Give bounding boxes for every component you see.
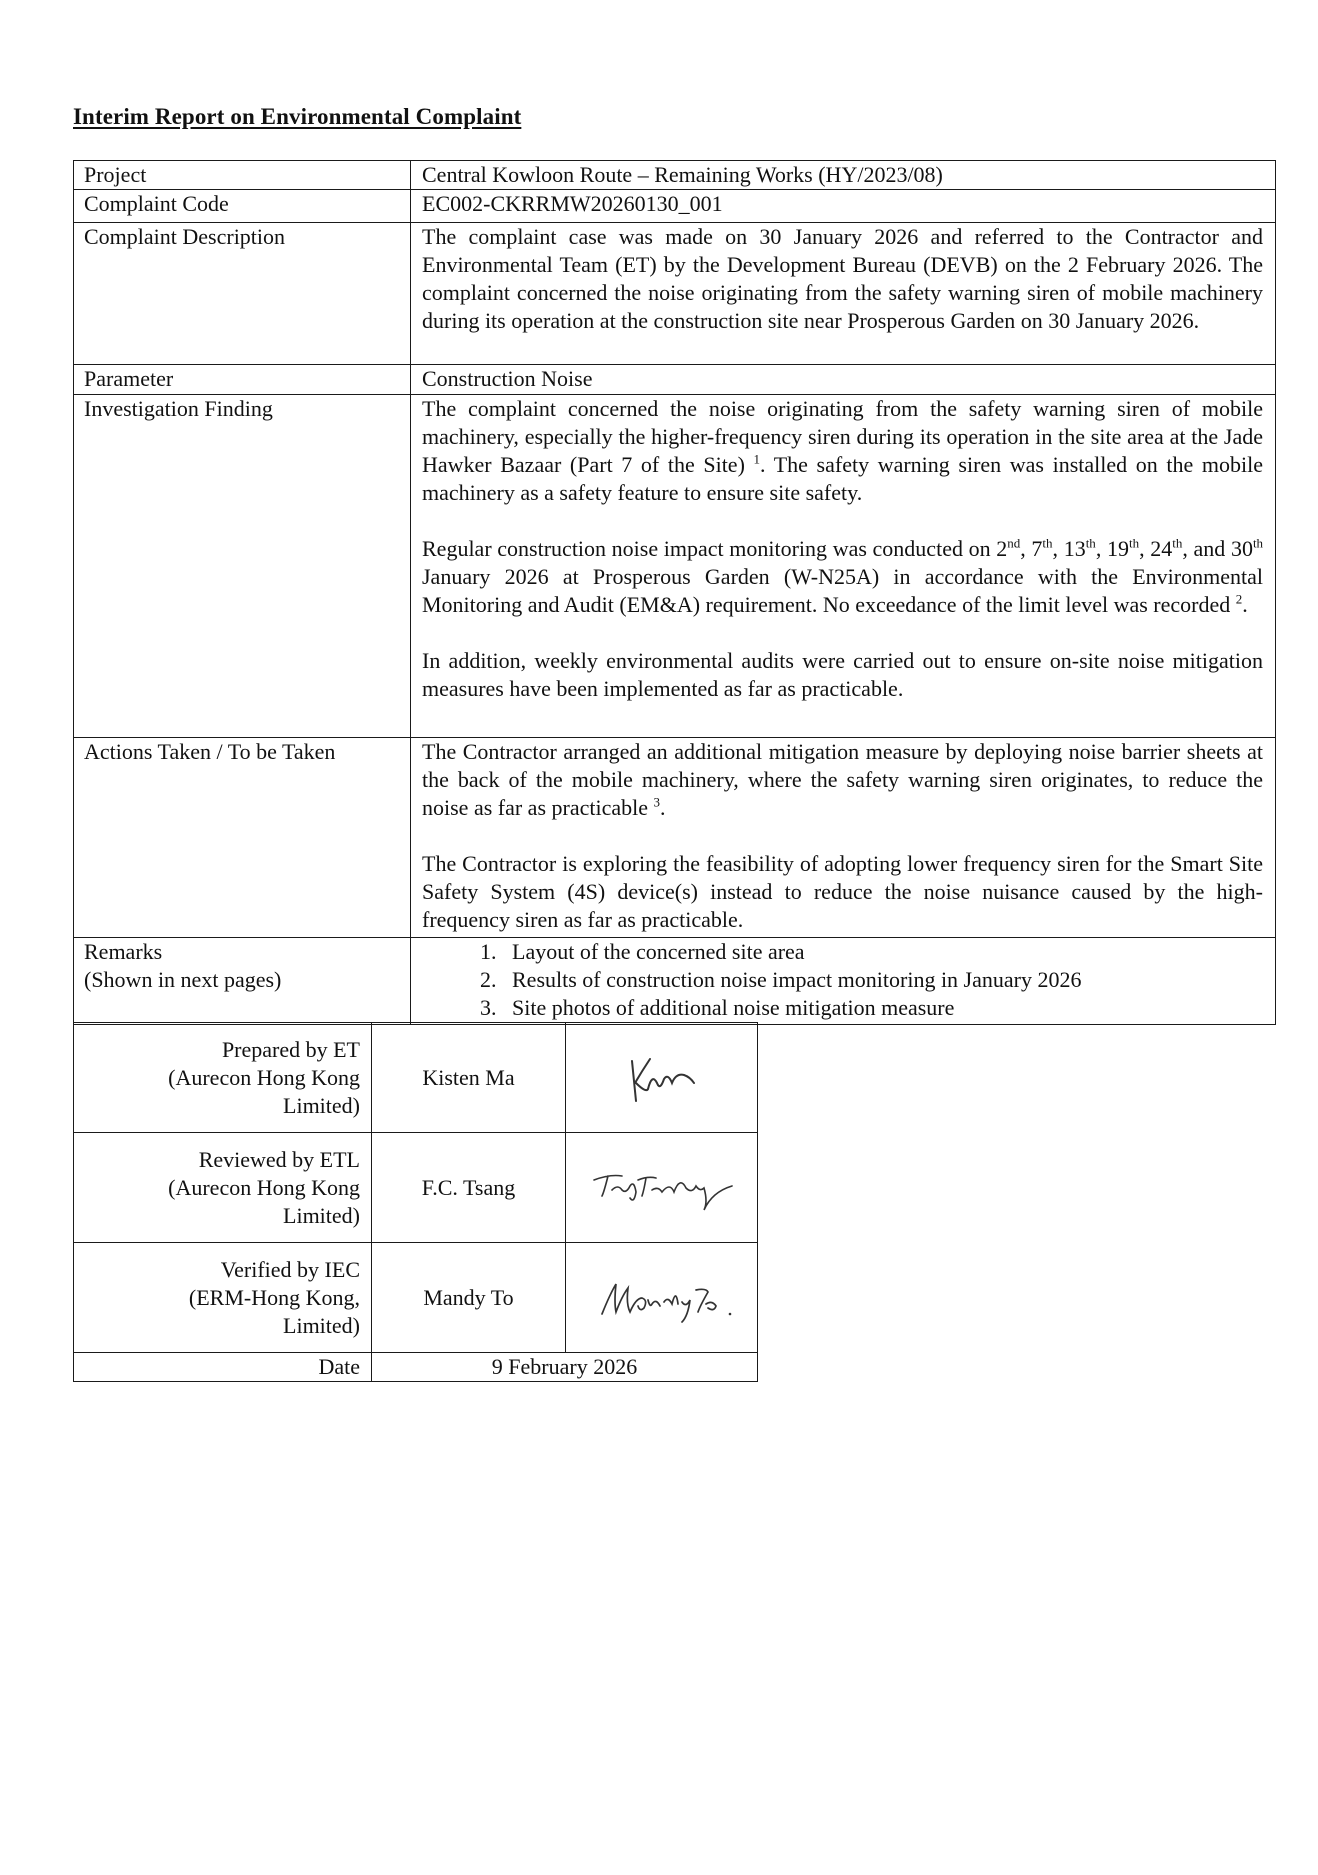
remarks-item: 1. Layout of the concerned site area <box>502 938 1263 966</box>
footnote-ref-2: 2 <box>1235 591 1243 607</box>
document-title: Interim Report on Environmental Complaint <box>73 104 522 129</box>
finding-paragraph-1: The complaint concerned the noise originating from the safety warning siren of mobile machinery, especially the higher-frequency siren during its operation in the site area at the Jade Hawker Bazaar (Part 7 of the Site) $^1$. The safety warning siren was installed on the mobile machinery as a safety feature to ensure site safety. <box>422 396 1263 505</box>
complaint-code-value: EC002-CKRRMW20260130_001 <box>411 190 1276 223</box>
complaint-details-table <box>73 160 1276 1025</box>
parameter-label: Parameter <box>74 365 411 395</box>
investigation-finding-value <box>411 395 1276 738</box>
actions-paragraph-1: The Contractor arranged an additional mitigation measure by deploying noise barrier sheets at the back of the mobile machinery, where the safety warning siren originates, to reduce the noise as far as practicable $^3$. <box>422 739 1263 820</box>
signature-fc-tsang-icon <box>566 1133 758 1243</box>
signoff-table <box>73 1022 758 1382</box>
project-value: Central Kowloon Route – Remaining Works (HY/2023/08) <box>411 161 1276 190</box>
signoff-name: F.C. Tsang <box>372 1133 566 1243</box>
complaint-description-value: The complaint case was made on 30 January 2026 and referred to the Contractor and Environmental Team (ET) by the Development Bureau (DEVB) on the 2 February 2026. The complaint concerned the noise originating from the safety warning siren of mobile machinery during its operation at the construction site near Prosperous Garden on 30 January 2026. <box>411 223 1276 365</box>
date-value: 9 February 2026 <box>372 1353 758 1382</box>
actions-paragraph-2: The Contractor is exploring the feasibility of adopting lower frequency siren for the Smart Site Safety System (4S) device(s) instead to reduce the noise nuisance caused by the high-frequency siren as far as practicable. <box>422 851 1263 932</box>
parameter-value: Construction Noise <box>411 365 1276 395</box>
footnote-ref-1: 1 <box>753 451 761 467</box>
remarks-list <box>422 938 1263 1022</box>
finding-paragraph-2: Regular construction noise impact monitoring was conducted on 2nd, 7th, 13th, 19th, 24th, and 30th January 2026 at Prosperous Garden (W-N25A) in accordance with the Environmental Monitoring and Audit (EM&A) requirement. No exceedance of the limit level was recorded $^2$. <box>422 535 1264 617</box>
remarks-value <box>411 938 1276 1025</box>
row-investigation-finding <box>74 395 1276 738</box>
date-label: Date <box>74 1353 372 1382</box>
row-project <box>74 161 1276 190</box>
remarks-item: 3. Site photos of additional noise mitigation measure <box>502 994 1263 1022</box>
signoff-role: Reviewed by ETL (Aurecon Hong Kong Limited) <box>74 1133 372 1243</box>
signoff-row-verified <box>74 1243 758 1353</box>
investigation-finding-label: Investigation Finding <box>74 395 411 738</box>
remarks-label: Remarks (Shown in next pages) <box>74 938 411 1025</box>
row-actions <box>74 738 1276 938</box>
remarks-item: 2. Results of construction noise impact monitoring in January 2026 <box>502 966 1263 994</box>
actions-label: Actions Taken / To be Taken <box>74 738 411 938</box>
actions-value <box>411 738 1276 938</box>
row-remarks <box>74 938 1276 1025</box>
row-complaint-code <box>74 190 1276 223</box>
footnote-ref-3: 3 <box>653 794 660 810</box>
row-complaint-description <box>74 223 1276 365</box>
signoff-row-reviewed <box>74 1133 758 1243</box>
complaint-description-label: Complaint Description <box>74 223 411 365</box>
complaint-code-label: Complaint Code <box>74 190 411 223</box>
signoff-row-prepared <box>74 1023 758 1133</box>
signoff-role: Prepared by ET (Aurecon Hong Kong Limited) <box>74 1023 372 1133</box>
signoff-row-date <box>74 1353 758 1382</box>
signature-kisten-ma-icon <box>566 1023 758 1133</box>
signature-mandy-to-icon <box>566 1243 758 1353</box>
row-parameter <box>74 365 1276 395</box>
project-label: Project <box>74 161 411 190</box>
signoff-role: Verified by IEC (ERM-Hong Kong, Limited) <box>74 1243 372 1353</box>
signoff-name: Kisten Ma <box>372 1023 566 1133</box>
signoff-name: Mandy To <box>372 1243 566 1353</box>
finding-paragraph-3: In addition, weekly environmental audits were carried out to ensure on-site noise mitigation measures have been implemented as far as practicable. <box>422 648 1263 701</box>
